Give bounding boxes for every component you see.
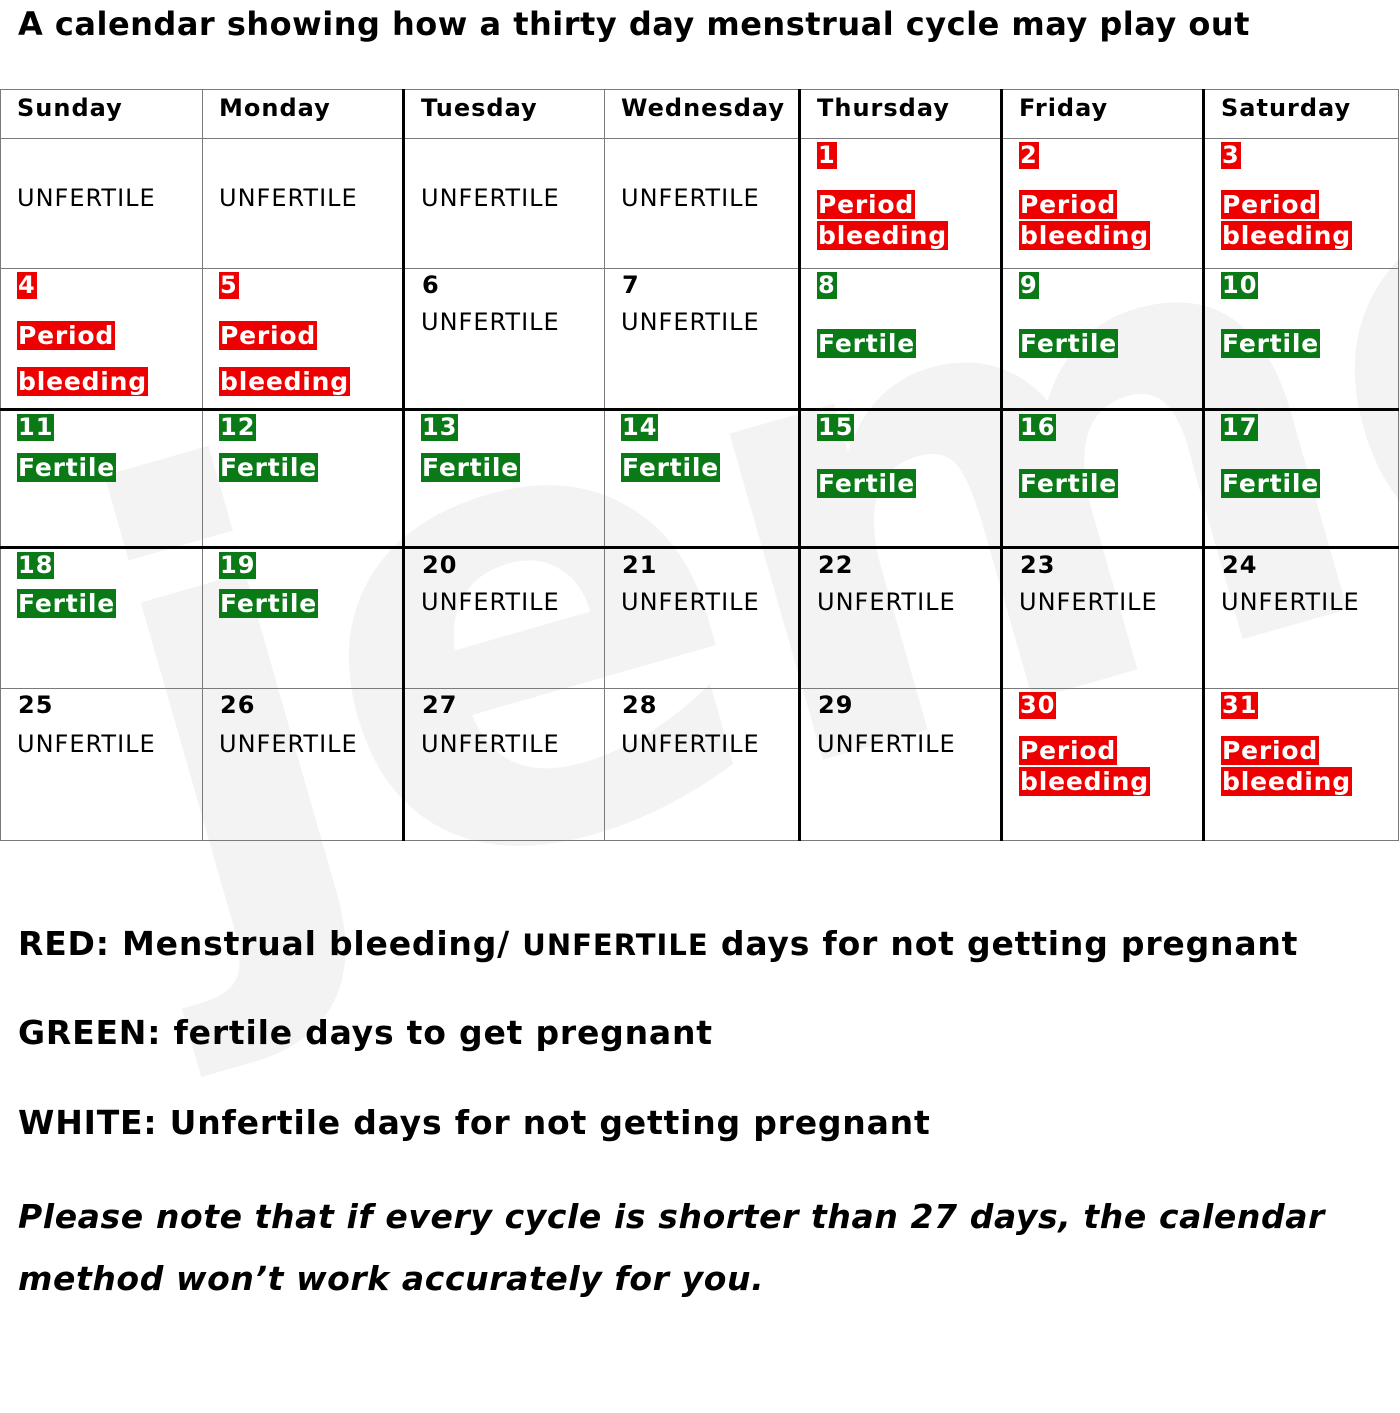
cycle-calendar [0,89,1399,841]
day-cell [605,410,800,548]
status-unfertile: UNFERTILE [421,730,560,758]
day-number: 31 [1222,691,1258,719]
day-number: 29 [818,691,854,719]
day-number: 27 [422,691,458,719]
day-cell [800,269,1002,410]
status-period-bleeding: Period bleeding [1020,736,1149,796]
status-fertile: Fertile [422,453,519,482]
status-fertile: Fertile [622,453,719,482]
day-number: 22 [818,551,854,579]
day-number: 8 [818,271,836,299]
status-unfertile: UNFERTILE [621,184,760,212]
status-fertile: Fertile [1020,329,1117,358]
status-unfertile: UNFERTILE [219,184,358,212]
day-number: 30 [1020,691,1056,719]
page-title: A calendar showing how a thirty day menstrual cycle may play out [18,5,1250,43]
weekday-header: Thursday [800,90,1002,139]
status-unfertile: UNFERTILE [817,588,956,616]
status-unfertile: UNFERTILE [1221,588,1360,616]
day-number: 12 [220,413,256,441]
day-number: 13 [422,413,458,441]
status-fertile: Fertile [1222,329,1319,358]
day-number: 2 [1020,141,1038,169]
status-unfertile: UNFERTILE [621,730,760,758]
status-period-bleeding: Period bleeding [1020,190,1149,250]
status-fertile: Fertile [818,329,915,358]
weekday-header: Friday [1002,90,1204,139]
day-number: 10 [1222,271,1258,299]
status-unfertile: UNFERTILE [219,730,358,758]
day-number: 5 [220,271,238,299]
day-cell [800,139,1002,269]
weekday-header-row [1,90,1399,139]
day-number: 24 [1222,551,1258,579]
status-period-bleeding: Period bleeding [18,321,147,396]
day-cell [1002,548,1204,689]
day-cell [1002,269,1204,410]
day-number: 14 [622,413,658,441]
day-number: 17 [1222,413,1258,441]
status-period-bleeding: Period bleeding [220,321,349,396]
weekday-header: Monday [203,90,404,139]
status-period-bleeding: Period bleeding [1222,736,1351,796]
day-cell [1,269,203,410]
day-cell [1002,139,1204,269]
day-cell [605,548,800,689]
status-fertile: Fertile [220,589,317,618]
weekday-header: Tuesday [404,90,605,139]
day-number: 9 [1020,271,1038,299]
legend-red-text-a: RED: Menstrual bleeding/ [18,924,523,963]
day-number: 3 [1222,141,1240,169]
status-fertile: Fertile [1222,469,1319,498]
day-cell [1002,410,1204,548]
status-unfertile: UNFERTILE [621,588,760,616]
status-unfertile: UNFERTILE [621,308,760,336]
week-row [1,139,1399,269]
day-cell [1204,139,1399,269]
day-number: 18 [18,551,54,579]
day-number: 6 [422,271,440,299]
legend-white: WHITE: Unfertile days for not getting pregnant [18,1103,931,1142]
legend-green: GREEN: fertile days to get pregnant [18,1013,713,1052]
legend-red [18,924,1298,965]
week-row [1,410,1399,548]
day-cell [1,410,203,548]
day-cell [1,139,203,269]
day-number: 21 [622,551,658,579]
day-cell [203,139,404,269]
status-unfertile: UNFERTILE [817,730,956,758]
day-number: 20 [422,551,458,579]
day-cell [404,269,605,410]
day-cell [203,410,404,548]
day-number: 15 [818,413,854,441]
day-cell [203,689,404,841]
day-number: 28 [622,691,658,719]
day-cell [404,410,605,548]
day-cell [1204,548,1399,689]
day-cell [404,548,605,689]
day-number: 1 [818,141,836,169]
calendar-method-note: Please note that if every cycle is shorter than 27 days, the calendar method won’t work accurately for you. [18,1197,1325,1298]
day-cell [800,548,1002,689]
day-cell [605,269,800,410]
day-number: 19 [220,551,256,579]
status-unfertile: UNFERTILE [421,184,560,212]
status-fertile: Fertile [18,589,115,618]
legend-red-text-c: days for not getting pregnant [708,924,1299,963]
day-number: 11 [18,413,54,441]
status-unfertile: UNFERTILE [17,730,156,758]
status-fertile: Fertile [818,469,915,498]
day-cell [404,689,605,841]
status-unfertile: UNFERTILE [17,184,156,212]
day-number: 7 [622,271,640,299]
day-cell [404,139,605,269]
week-row [1,548,1399,689]
status-unfertile: UNFERTILE [421,588,560,616]
day-number: 26 [220,691,256,719]
status-fertile: Fertile [220,453,317,482]
day-cell [605,139,800,269]
day-number: 16 [1020,413,1056,441]
day-cell [203,548,404,689]
status-period-bleeding: Period bleeding [1222,190,1351,250]
status-unfertile: UNFERTILE [1019,588,1158,616]
day-cell [800,410,1002,548]
day-cell [203,269,404,410]
day-cell [1204,410,1399,548]
week-row [1,689,1399,841]
weekday-header: Sunday [1,90,203,139]
status-fertile: Fertile [18,453,115,482]
day-cell [1204,269,1399,410]
day-cell [1002,689,1204,841]
day-cell [1204,689,1399,841]
day-number: 4 [18,271,36,299]
week-row [1,269,1399,410]
weekday-header: Wednesday [605,90,800,139]
day-cell [800,689,1002,841]
day-cell [1,548,203,689]
day-number: 23 [1020,551,1056,579]
status-period-bleeding: Period bleeding [818,190,947,250]
day-number: 25 [18,691,54,719]
weekday-header: Saturday [1204,90,1399,139]
day-cell [605,689,800,841]
status-unfertile: UNFERTILE [421,308,560,336]
status-fertile: Fertile [1020,469,1117,498]
legend-red-text-b: UNFERTILE [522,928,709,962]
day-cell [1,689,203,841]
